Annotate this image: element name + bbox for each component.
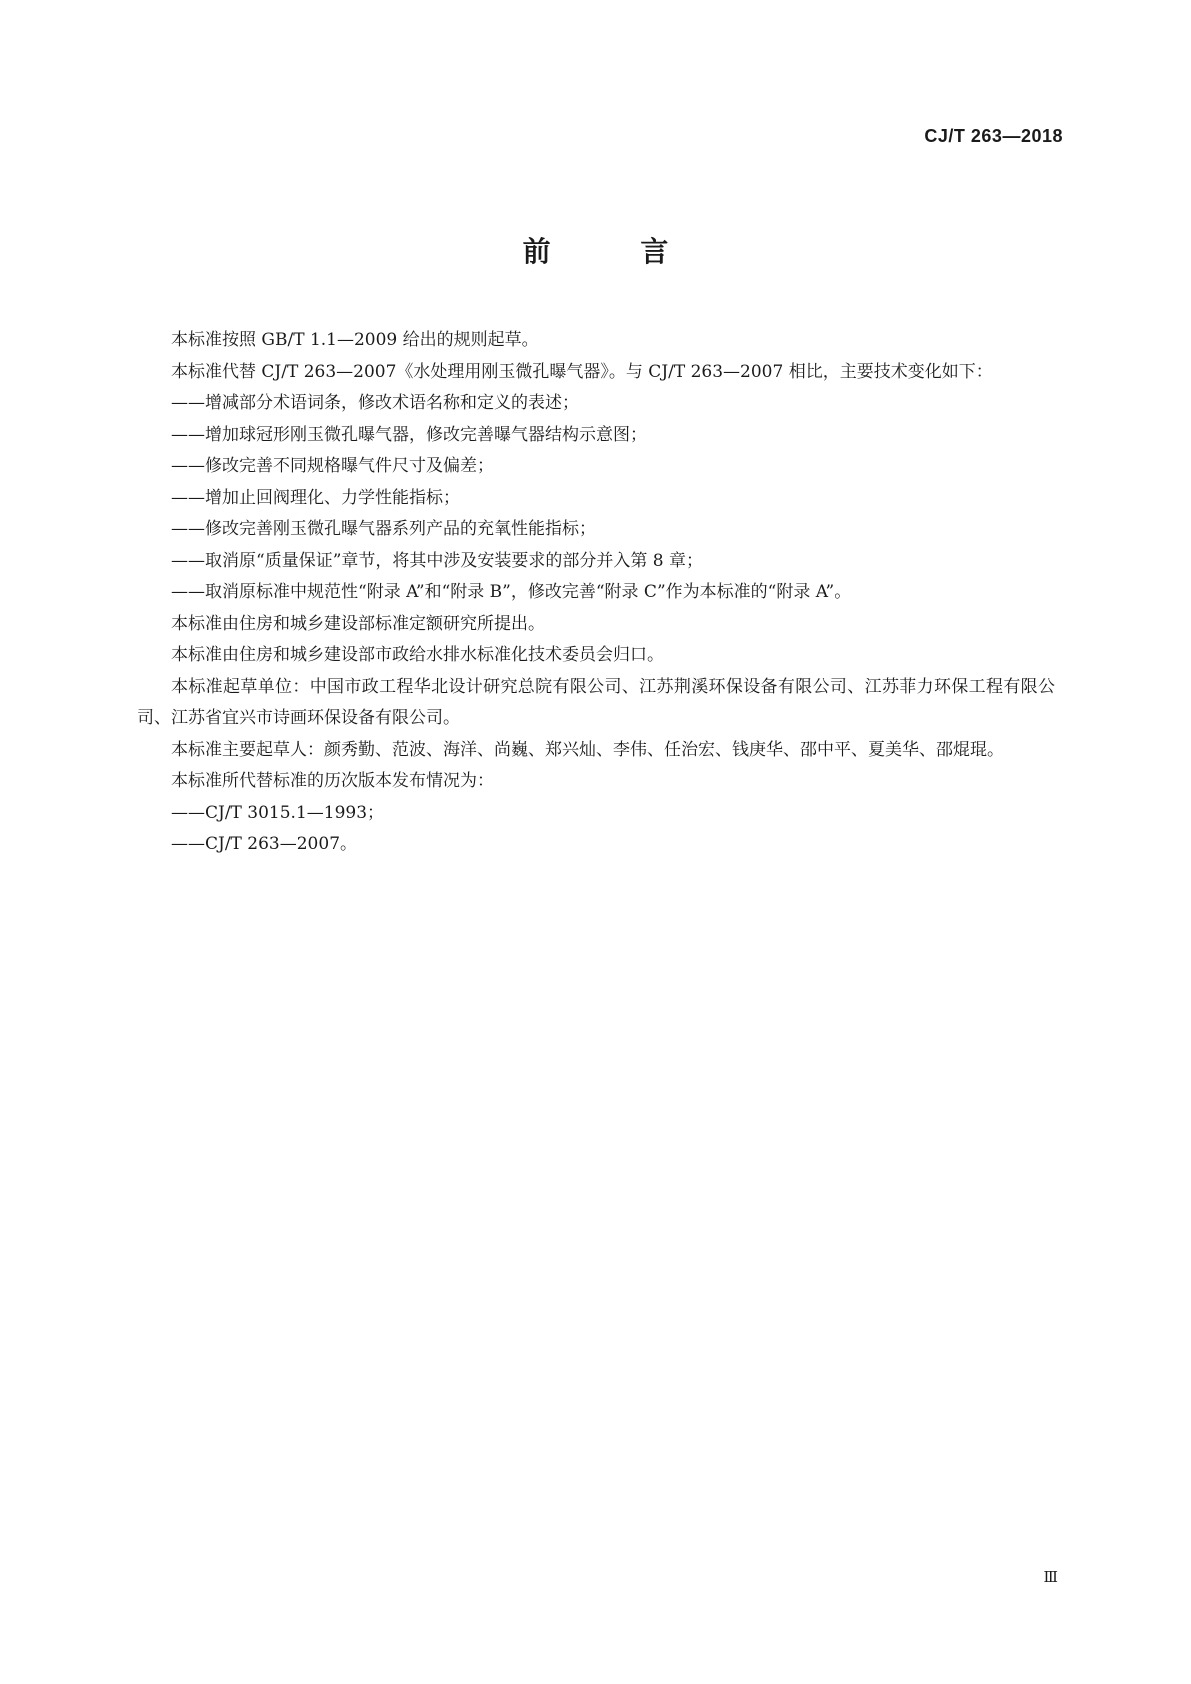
version-list-item: ——CJ/T 263—2007。 <box>171 834 358 854</box>
change-list-item: ——修改完善刚玉微孔曝气器系列产品的充氧性能指标； <box>171 519 596 539</box>
foreword-body <box>137 325 1055 861</box>
paragraph: 本标准代替 CJ/T 263—2007《水处理用刚玉微孔曝气器》。与 CJ/T 263—2007 相比，主要技术变化如下： <box>171 361 993 382</box>
change-list-item: ——增减部分术语词条，修改术语名称和定义的表述； <box>171 393 579 413</box>
change-list-item: ——修改完善不同规格曝气件尺寸及偏差； <box>171 456 494 476</box>
page-number: Ⅲ <box>1043 1568 1058 1586</box>
version-list-item: ——CJ/T 3015.1—1993； <box>171 802 385 823</box>
paragraph: 本标准主要起草人：颜秀勤、范波、海洋、尚巍、郑兴灿、李伟、任治宏、钱庚华、邵中平、夏美华、邵焜琨。 <box>171 739 1004 760</box>
change-list-item: ——取消原“质量保证”章节，将其中涉及安装要求的部分并入第 8 章； <box>171 550 704 571</box>
paragraph: 本标准所代替标准的历次版本发布情况为： <box>171 771 494 791</box>
paragraph: 本标准按照 GB/T 1.1—2009 给出的规则起草。 <box>171 330 539 350</box>
paragraph: 本标准由住房和城乡建设部标准定额研究所提出。 <box>171 613 545 634</box>
paragraph: 本标准起草单位：中国市政工程华北设计研究总院有限公司、江苏荆溪环保设备有限公司、江苏菲力环保工程有限公司、江苏省宜兴市诗画环保设备有限公司。 <box>137 676 1055 728</box>
change-list-item: ——取消原标准中规范性“附录 A”和“附录 B”，修改完善“附录 C”作为本标准的“附录 A”。 <box>171 582 852 602</box>
standard-code: CJ/T 263—2018 <box>924 126 1063 146</box>
paragraph: 本标准由住房和城乡建设部市政给水排水标准化技术委员会归口。 <box>171 645 664 665</box>
change-list-item: ——增加止回阀理化、力学性能指标； <box>171 487 460 508</box>
page-title: 前 言 <box>522 235 709 268</box>
change-list-item: ——增加球冠形刚玉微孔曝气器，修改完善曝气器结构示意图； <box>171 424 647 445</box>
